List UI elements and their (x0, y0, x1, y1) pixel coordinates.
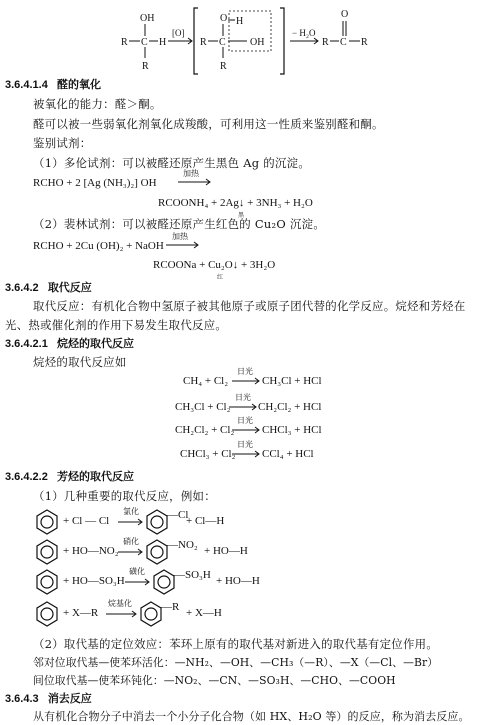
alkane-eq-4-right: CCl₄ + HCl (262, 448, 314, 460)
aromatic-intro: （1）几种重要的取代反应，例如： (33, 489, 216, 503)
scheme-r-mid-bottom: R (220, 61, 227, 72)
tollens-item: （1）多伦试剂：可以被醛还原产生黑色 Ag 的沉淀。 (33, 156, 311, 170)
alkane-eq-3-left: CH₂Cl₂ + Cl₂ (175, 424, 235, 436)
fehling-eq-left: RCHO + 2Cu (OH)₂ + NaOH (33, 240, 164, 252)
arene-eq-2-cond: 硝化 (123, 537, 139, 546)
arene-eq-1-by: + Cl—H (186, 515, 225, 527)
arene-eq-1-reagent: + Cl — Cl (63, 515, 110, 527)
tollens-eq-right: RCOONH₄ + 2Ag↓ + 3NH₃ + H₂O (158, 197, 313, 209)
ortho-para-directors: 邻对位取代基—使苯环活化：—NH₂、—OH、—CH₃（—R）、—X（—Cl、—Br） (33, 656, 439, 669)
arene-eq-4-by: + X—H (186, 607, 222, 619)
tollens-eq-condition: 加热 (183, 169, 199, 178)
alkane-eq-3-cond: 日光 (237, 416, 253, 425)
substitution-def-line2: 光、热或催化剂的作用下易发生取代反应。 (5, 318, 228, 332)
scheme-r-mid: R (200, 37, 207, 48)
alkane-eq-2-right: CH₂Cl₂ + HCl (258, 401, 322, 413)
ability-text: 被氧化的能力：醛＞酮。 (33, 97, 162, 111)
section-heading-36421: 3.6.4.2.1 烷烃的取代反应 (5, 338, 134, 350)
reagents-label: 鉴别试剂： (33, 136, 92, 150)
arene-eq-1-sub: —Cl (167, 509, 189, 521)
alkane-eq-2-cond: 日光 (235, 393, 251, 402)
scheme-r-bottom: R (142, 61, 149, 72)
tollens-black-mark: 黑 (238, 212, 245, 219)
scheme-o-mid: O (220, 13, 228, 24)
arene-eq-4-sub: —R (161, 601, 180, 613)
fehling-item: （2）裴林试剂：可以被醛还原产生红色的 Cu₂O 沉淀。 (33, 217, 326, 231)
arene-eq-3-cond: 磺化 (129, 567, 145, 576)
alkane-eq-4-cond: 日光 (237, 440, 253, 449)
scheme-oh: OH (140, 13, 155, 24)
alkane-eq-2-left: CH₃Cl + Cl₂ (175, 401, 231, 413)
section-heading-3641-4: 3.6.4.1.4 醛的氧化 (5, 79, 101, 91)
scheme-r-left: R (121, 37, 128, 48)
scheme-h2o-label: − H₂O (292, 28, 316, 38)
orientation-item: （2）取代基的定位效应：苯环上原有的取代基对新进入的取代基有定位作用。 (33, 637, 439, 651)
scheme-c-left: C (141, 37, 148, 48)
arene-eq-4-cond: 烷基化 (108, 599, 132, 608)
scheme-c-prod: C (340, 37, 347, 48)
alkane-intro: 烷烃的取代反应如 (33, 355, 127, 369)
scheme-c-mid: C (219, 37, 226, 48)
section-heading-3643: 3.6.4.3 消去反应 (5, 693, 92, 705)
arene-eq-3-reagent: + HO—SO₃H (63, 575, 125, 587)
fehling-eq-right: RCOONa + Cu₂O↓ + 3H₂O (153, 259, 276, 271)
arene-eq-3-by: + HO—H (216, 575, 260, 587)
arene-eq-1-cond: 氯化 (123, 507, 139, 516)
arene-eq-2-sub: —NO₂ (167, 539, 198, 551)
arene-eq-2-by: + HO—H (204, 545, 248, 557)
alkane-eq-1-cond: 日光 (237, 367, 253, 376)
scheme-ox-label: [O] (172, 28, 185, 38)
arene-eq-3-sub: —SO₃H (174, 569, 211, 581)
elimination-def: 从有机化合物分子中消去一个小分子化合物（如 HX、H₂O 等）的反应，称为消去反应。 (33, 710, 470, 723)
substitution-def-line1: 取代反应：有机化合物中氢原子被其他原子或原子团代替的化学反应。烷烃和芳烃在 (33, 299, 466, 313)
alkane-eq-1-left: CH₄ + Cl₂ (183, 375, 229, 387)
alkane-eq-4-left: CHCl₃ + Cl₂ (180, 448, 236, 460)
weak-oxidant-text: 醛可以被一些弱氧化剂氧化成羧酸，可利用这一性质来鉴别醛和酮。 (33, 117, 384, 131)
meta-directors: 间位取代基—使苯环钝化：—NO₂、—CN、—SO₃H、—CHO、—COOH (33, 674, 396, 687)
scheme-o-prod: O (341, 9, 349, 20)
scheme-h-left: H (159, 37, 167, 48)
scheme-r-prod-left: R (322, 37, 329, 48)
scheme-box-h: H (236, 16, 244, 27)
scheme-box-oh: OH (250, 37, 265, 48)
fehling-red-mark: 红 (217, 274, 224, 281)
fehling-eq-condition: 加热 (172, 232, 188, 241)
alkane-eq-1-right: CH₃Cl + HCl (262, 375, 322, 387)
scheme-r-prod-right: R (361, 37, 368, 48)
section-heading-36422: 3.6.4.2.2 芳烃的取代反应 (5, 471, 134, 483)
section-heading-3642: 3.6.4.2 取代反应 (5, 282, 92, 294)
arene-eq-4-reagent: + X—R (63, 607, 99, 619)
arene-eq-2-reagent: + HO—NO₂ (63, 545, 119, 557)
alkane-eq-3-right: CHCl₃ + HCl (262, 424, 322, 436)
tollens-eq-left: RCHO + 2 [Ag (NH₃)₂] OH (33, 177, 157, 189)
